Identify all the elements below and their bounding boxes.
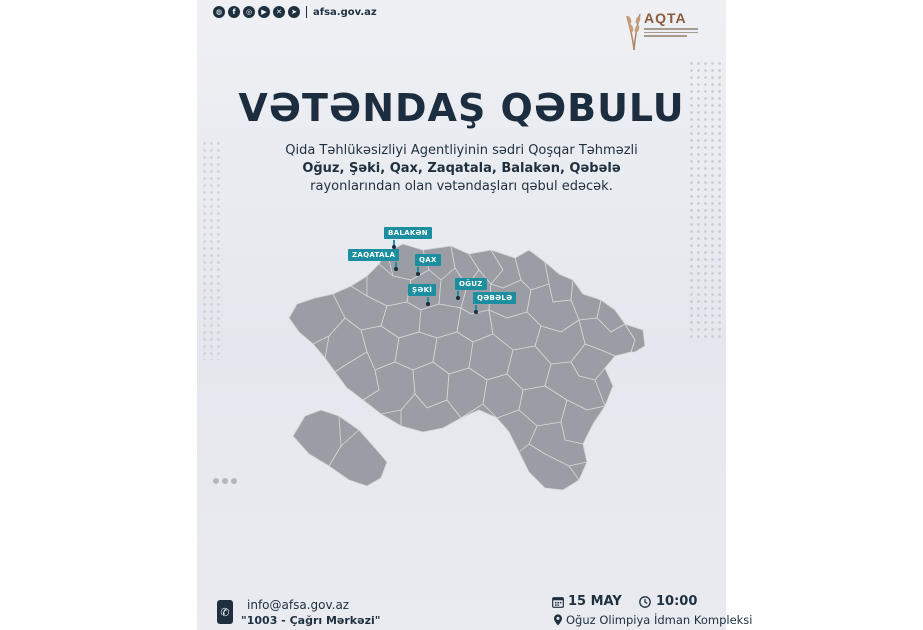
map-label-qax: QAX bbox=[415, 254, 441, 266]
slide-dot[interactable] bbox=[213, 478, 219, 484]
website-link[interactable]: afsa.gov.az bbox=[313, 6, 377, 18]
map-label-seki: ŞƏKİ bbox=[408, 284, 436, 296]
instagram-icon[interactable]: ◎ bbox=[243, 6, 255, 18]
call-center: "1003 - Çağrı Mərkəzi" bbox=[241, 614, 381, 627]
logo-subtitle-lines bbox=[644, 28, 698, 42]
aqta-logo bbox=[624, 6, 704, 54]
calendar-icon bbox=[552, 596, 564, 608]
map-pin-seki bbox=[427, 297, 429, 304]
subtitle-line-3: rayonlarından olan vətəndaşları qəbul edəcək. bbox=[310, 179, 613, 194]
slide-indicator bbox=[213, 478, 237, 484]
page-title: VƏTƏNDAŞ QƏBULU bbox=[238, 86, 685, 130]
contact-email[interactable]: info@afsa.gov.az bbox=[247, 598, 350, 612]
map-label-qebele: QƏBƏLƏ bbox=[473, 292, 516, 304]
phone-icon: ✆ bbox=[217, 600, 233, 624]
map-label-zaqatala: ZAQATALA bbox=[348, 249, 399, 261]
subtitle-line-1: Qida Təhlükəsizliyi Agentliyinin sədri Qoşqar Təhməzli bbox=[285, 143, 638, 158]
subtitle-districts: Oğuz, Şəki, Qax, Zaqatala, Balakən, Qəbələ bbox=[302, 161, 621, 176]
slide-dot[interactable] bbox=[231, 478, 237, 484]
announcement-poster bbox=[197, 0, 753, 630]
event-time: 10:00 bbox=[656, 594, 698, 609]
location-pin-icon bbox=[552, 614, 564, 626]
map-pin-qax bbox=[417, 267, 419, 274]
youtube-icon[interactable]: ▶ bbox=[258, 6, 270, 18]
event-details bbox=[550, 594, 753, 628]
map-pin-qebele bbox=[475, 305, 477, 312]
slide-dot[interactable] bbox=[222, 478, 228, 484]
x-icon[interactable]: ✕ bbox=[273, 6, 285, 18]
map-pin-balaken bbox=[393, 240, 395, 247]
clock-icon bbox=[639, 596, 651, 608]
social-bar bbox=[213, 6, 377, 18]
wheat-emblem-icon bbox=[624, 8, 644, 52]
globe-icon[interactable]: ◍ bbox=[213, 6, 225, 18]
facebook-icon[interactable]: f bbox=[228, 6, 240, 18]
divider bbox=[306, 6, 307, 18]
map-label-oguz: OĞUZ bbox=[455, 278, 487, 290]
map-pin-zaqatala bbox=[395, 262, 397, 269]
telegram-icon[interactable]: ➤ bbox=[288, 6, 300, 18]
event-venue: Oğuz Olimpiya İdman Kompleksi bbox=[566, 613, 753, 627]
map-pin-oguz bbox=[457, 291, 459, 298]
logo-wordmark: AQTA bbox=[644, 10, 687, 26]
map-label-balaken: BALAKƏN bbox=[384, 227, 432, 239]
event-date: 15 MAY bbox=[568, 594, 622, 609]
